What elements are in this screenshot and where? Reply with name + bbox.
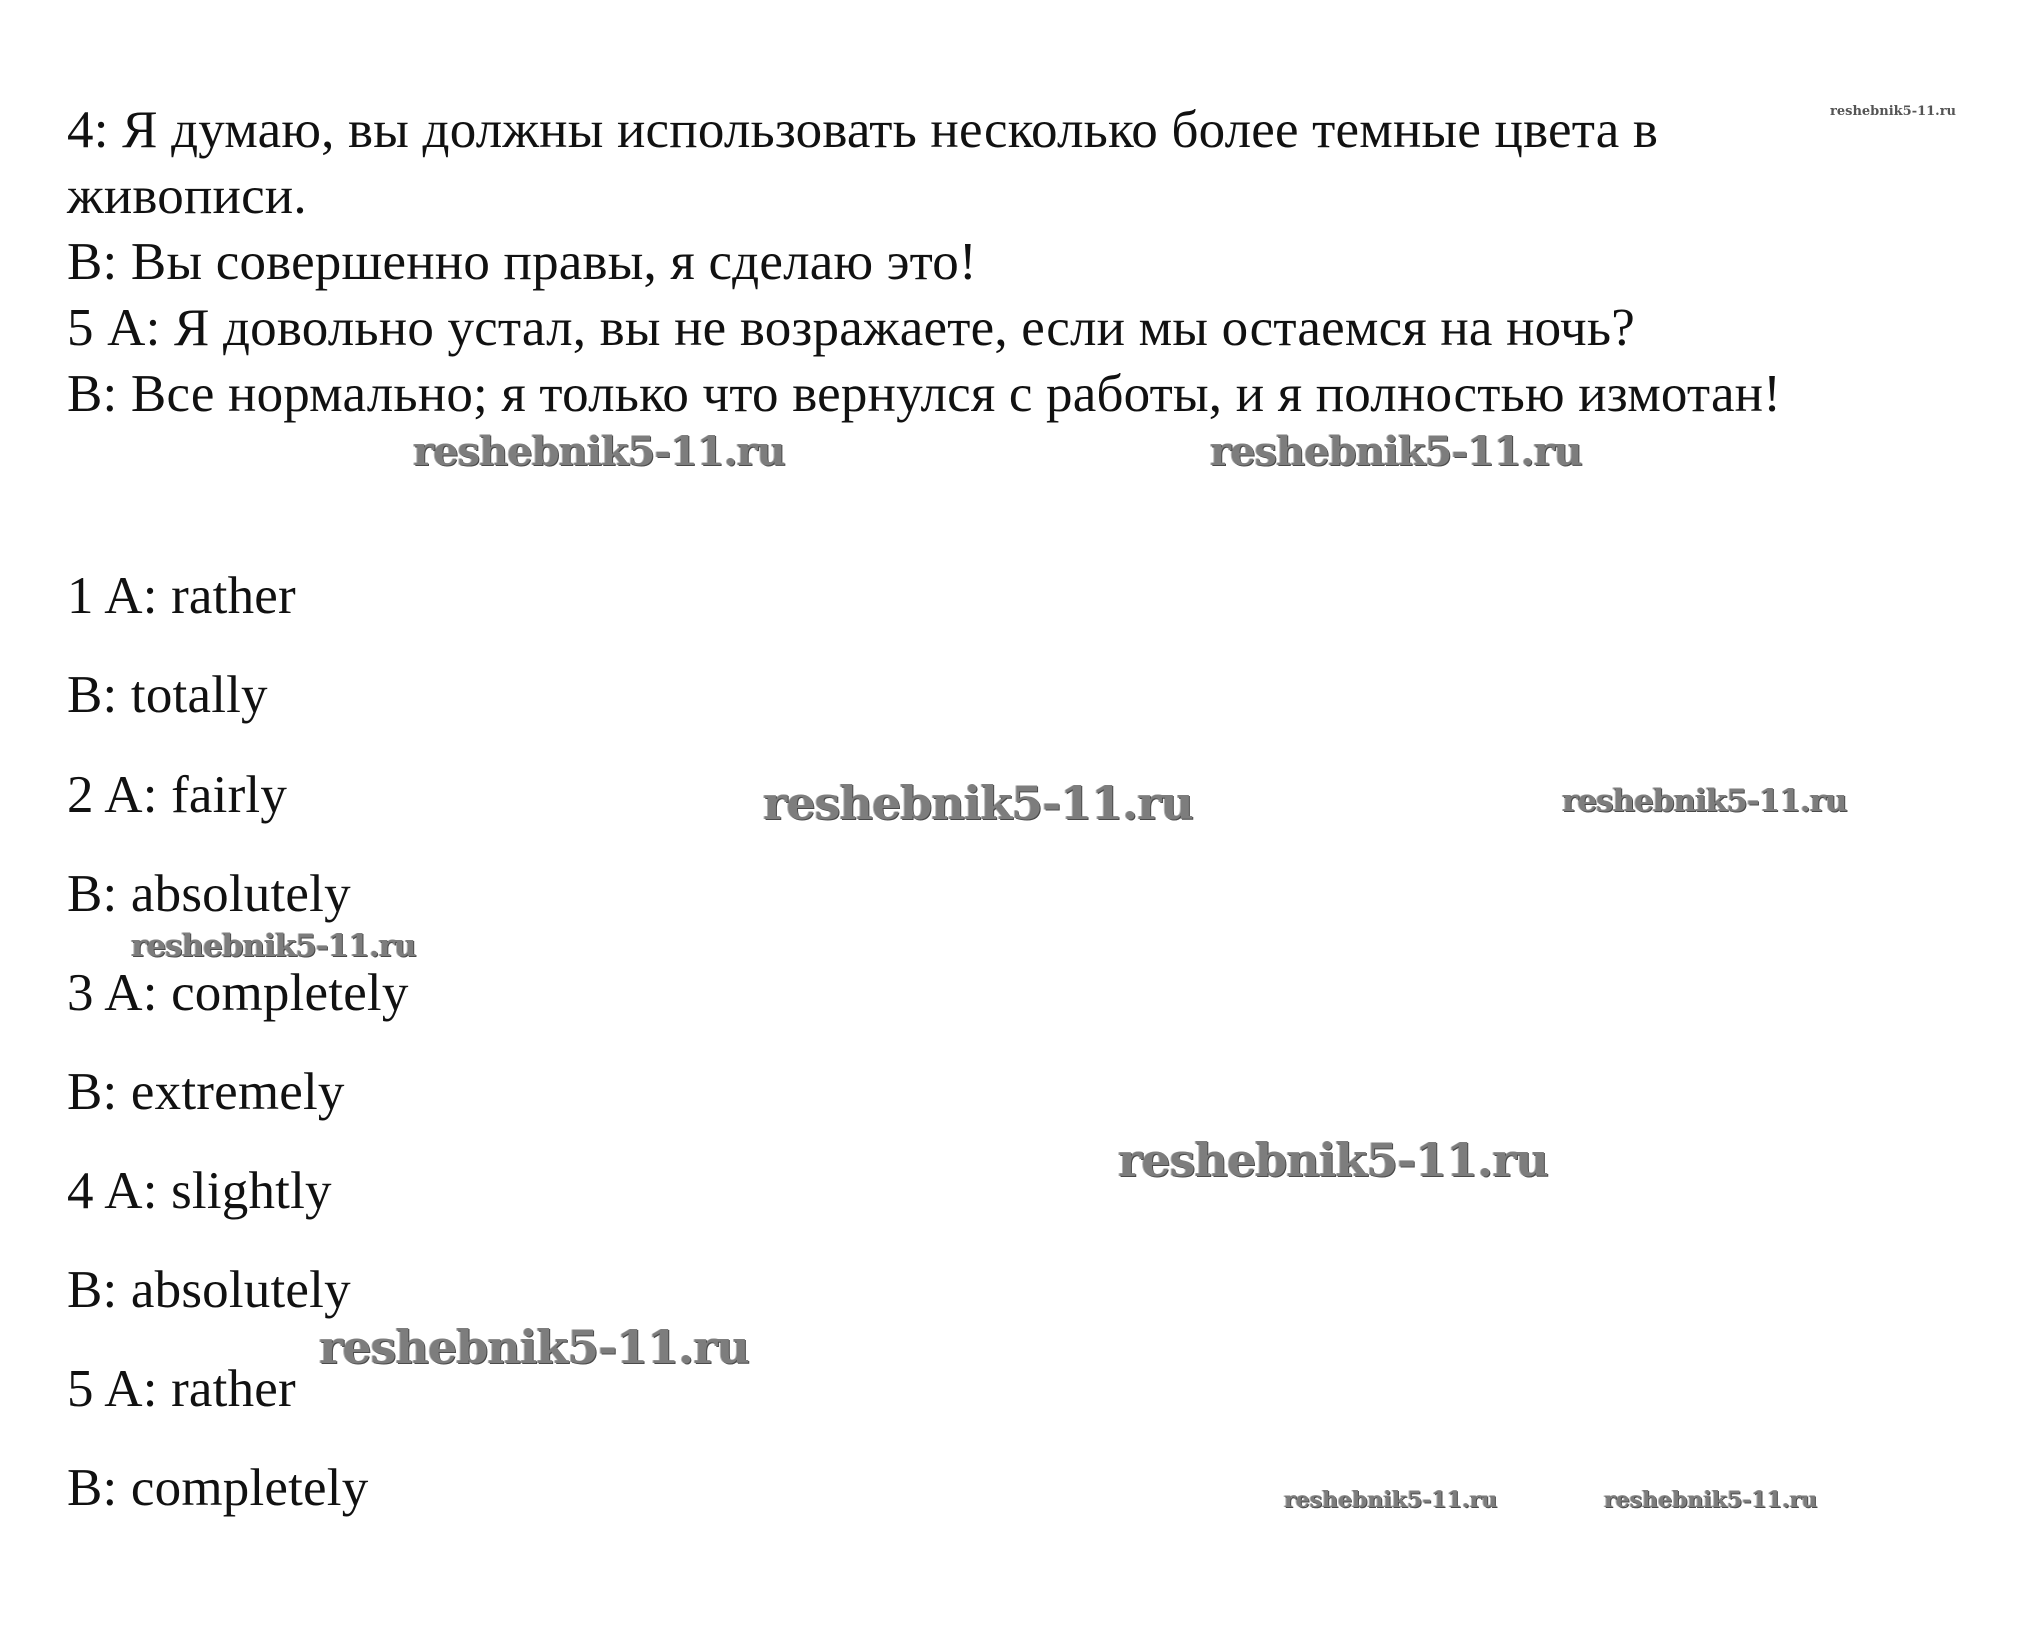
translation-line-1: 4: Я думаю, вы должны использовать несколько более темные цвета в [67, 101, 1659, 159]
watermark: reshebnik5-11.ru [1604, 1487, 1818, 1513]
answer-4b: B: absolutely [67, 1261, 351, 1319]
answer-3a: 3 A: completely [67, 964, 409, 1022]
watermark: reshebnik5-11.ru [1562, 783, 1847, 819]
answer-3b: B: extremely [67, 1063, 345, 1121]
watermark: reshebnik5-11.ru [131, 928, 416, 964]
answer-2b: B: absolutely [67, 865, 351, 923]
watermark: reshebnik5-11.ru [1830, 104, 1957, 119]
translation-line-5: В: Все нормально; я только что вернулся с работы, и я полностью измотан! [67, 365, 1782, 423]
answer-2a: 2 A: fairly [67, 766, 288, 824]
watermark: reshebnik5-11.ru [319, 1320, 749, 1374]
answer-5a: 5 A: rather [67, 1360, 296, 1418]
answer-5b: B: completely [67, 1459, 369, 1517]
watermark: reshebnik5-11.ru [763, 776, 1193, 830]
watermark: reshebnik5-11.ru [1284, 1487, 1498, 1513]
answer-4a: 4 A: slightly [67, 1162, 332, 1220]
answer-1a: 1 A: rather [67, 567, 296, 625]
watermark: reshebnik5-11.ru [1210, 428, 1582, 475]
translation-line-3: В: Вы совершенно правы, я сделаю это! [67, 233, 977, 291]
watermark: reshebnik5-11.ru [1118, 1133, 1548, 1187]
translation-line-4: 5 А: Я довольно устал, вы не возражаете, если мы остаемся на ночь? [67, 299, 1635, 357]
answer-1b: B: totally [67, 666, 268, 724]
watermark: reshebnik5-11.ru [413, 428, 785, 475]
translation-line-2: живописи. [67, 167, 307, 225]
